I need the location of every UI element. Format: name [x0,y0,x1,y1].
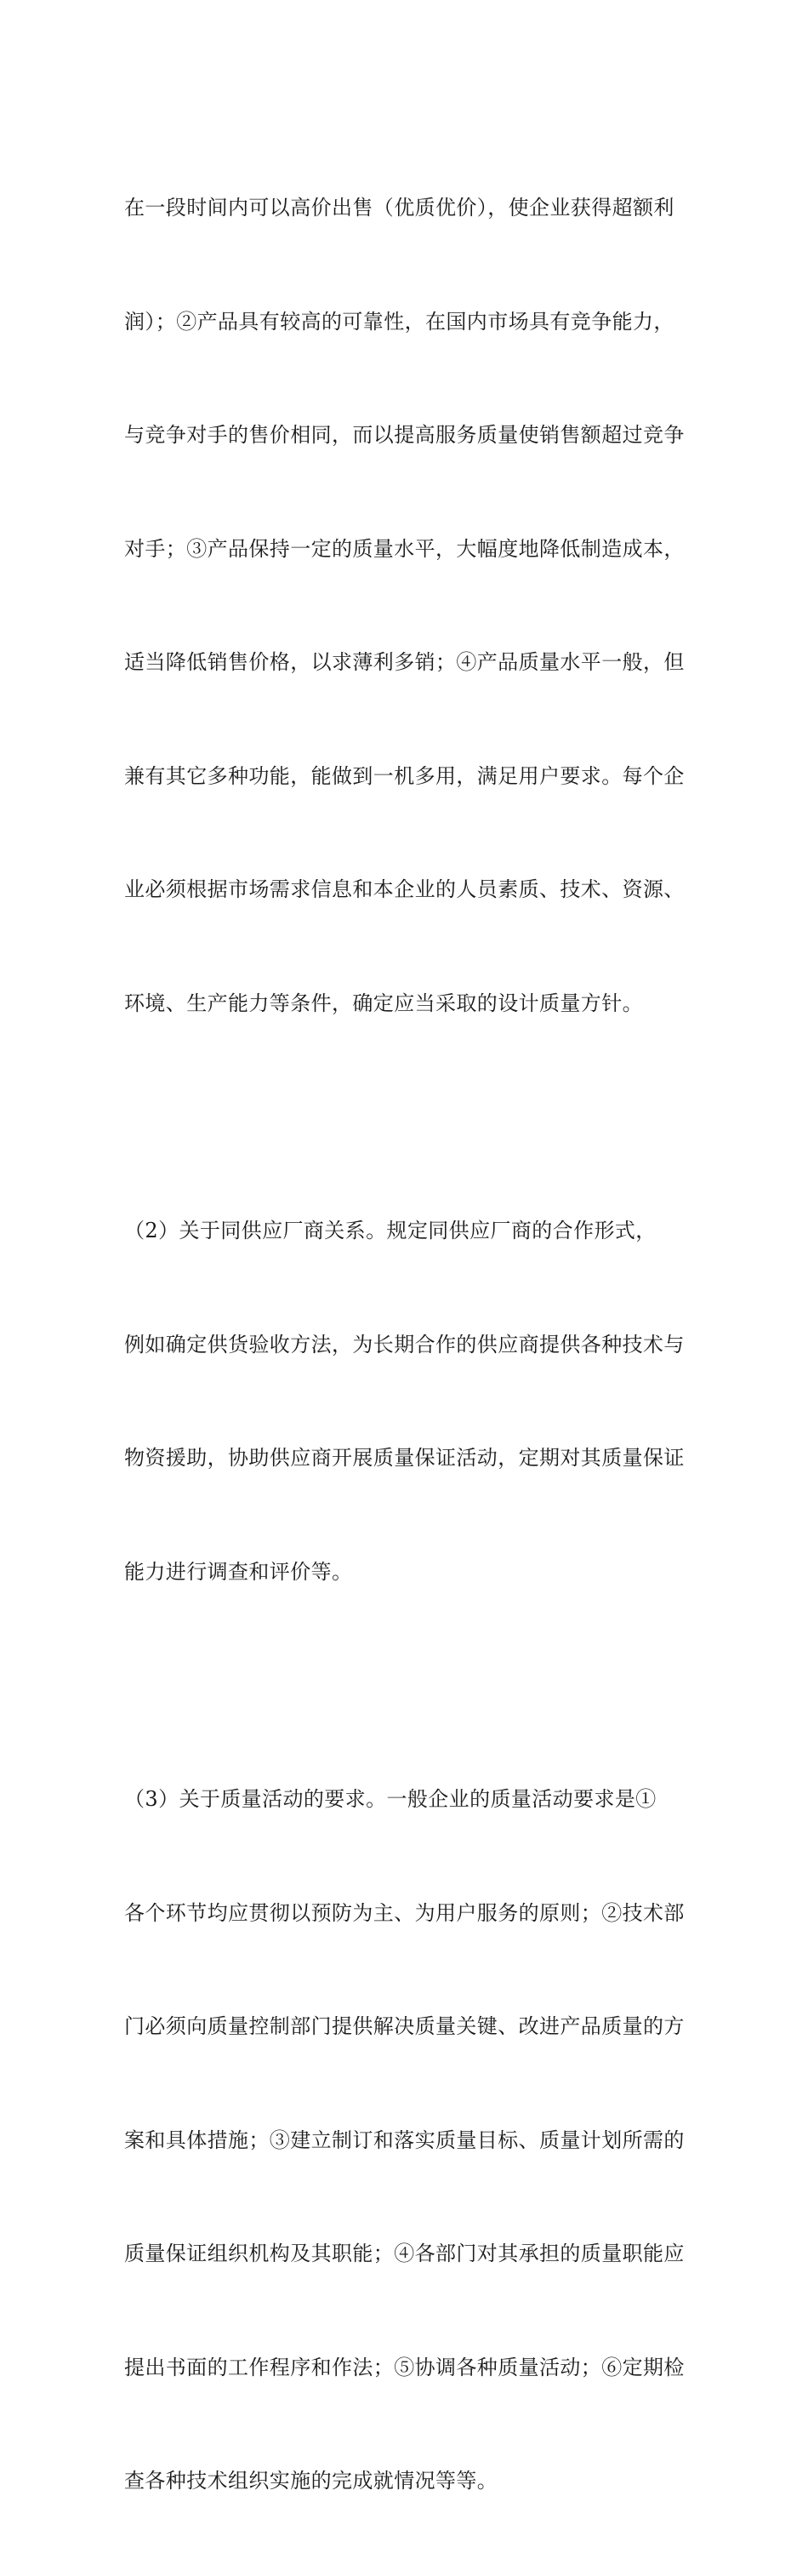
text-line: 物资援助，协助供应商开展质量保证活动，定期对其质量保证 [124,1446,685,1470]
text-line: 案和具体措施；③建立制订和落实质量目标、质量计划所需的 [124,2128,685,2152]
text-line: 环境、生产能力等条件，确定应当采取的设计质量方针。 [124,991,643,1015]
text-line: 与竞争对手的售价相同，而以提高服务质量使销售额超过竞争 [124,423,685,447]
paragraph-supplier-relations [124,1136,686,1666]
text-line: （3）关于质量活动的要求。一般企业的质量活动要求是① [124,1787,657,1811]
text-line: 润）；②产品具有较高的可靠性，在国内市场具有竞争能力， [124,309,674,334]
text-line: 提出书面的工作程序和作法；⑤协调各种质量活动；⑥定期检 [124,2355,685,2379]
text-line: 适当降低销售价格，以求薄利多销；④产品质量水平一般，但 [124,650,685,674]
text-line: 在一段时间内可以高价出售（优质优价），使企业获得超额利 [124,196,674,220]
document-body [124,113,686,2576]
text-line: （2）关于同供应厂商关系。规定同供应厂商的合作形式， [124,1219,657,1242]
paragraph-spacer [124,1666,686,1705]
paragraph-design-quality-policy [124,113,686,1098]
text-line: 门必须向质量控制部门提供解决质量关键、改进产品质量的方 [124,2014,685,2038]
text-line: 兼有其它多种功能，能做到一机多用，满足用户要求。每个企 [124,763,685,788]
text-line: 质量保证组织机构及其职能；④各部门对其承担的质量职能应 [124,2242,685,2265]
text-line: 查各种技术组织实施的完成就情况等等。 [124,2469,498,2493]
text-line: 能力进行调查和评价等。 [124,1559,353,1584]
paragraph-quality-activity-requirements [124,1705,686,2576]
text-line: 各个环节均应贯彻以预防为主、为用户服务的原则；②技术部 [124,1900,685,1925]
paragraph-spacer [124,1098,686,1136]
text-line: 对手；③产品保持一定的质量水平，大幅度地降低制造成本， [124,536,685,561]
text-line: 业必须根据市场需求信息和本企业的人员素质、技术、资源、 [124,877,685,901]
text-line: 例如确定供货验收方法，为长期合作的供应商提供各种技术与 [124,1332,685,1357]
